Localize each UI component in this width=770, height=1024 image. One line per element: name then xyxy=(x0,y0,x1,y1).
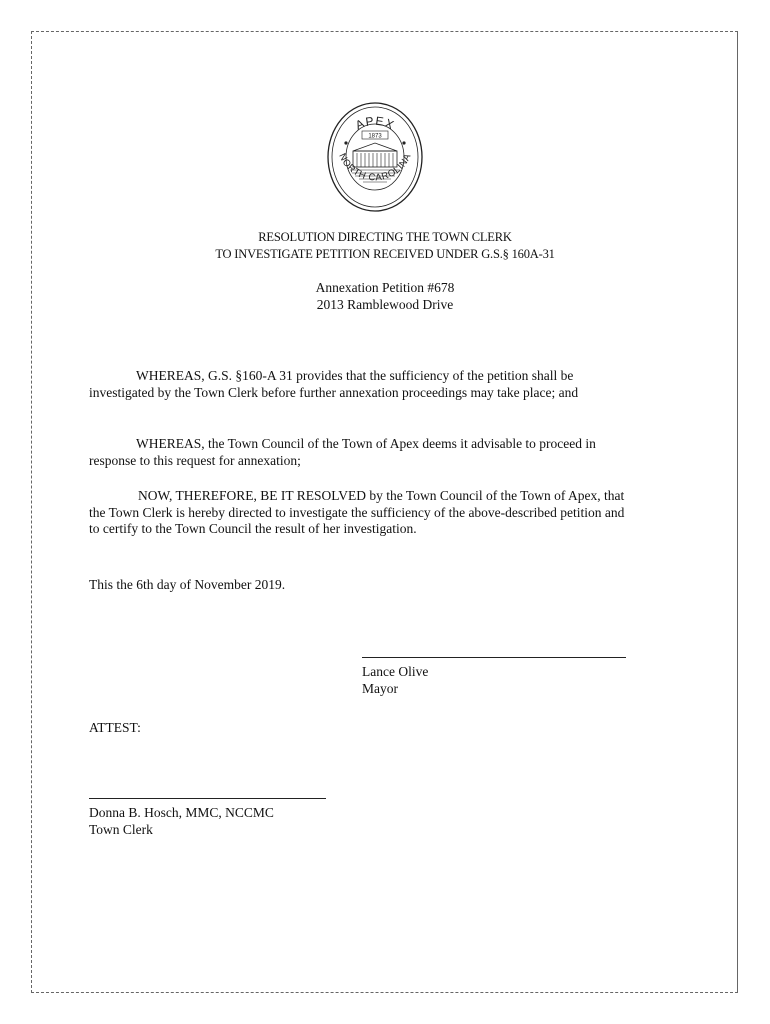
town-seal-logo xyxy=(326,101,424,213)
mayor-signature-line xyxy=(362,657,626,658)
petition-address: 2013 Ramblewood Drive xyxy=(316,297,454,312)
seal-bottom-text: NORTH CAROLINA xyxy=(336,151,414,184)
whereas-paragraph-1: WHEREAS, G.S. §160-A 31 provides that the sufficiency of the petition shall be investigated by the Town Clerk before further annexation proceedings may take place; and xyxy=(89,368,579,400)
svg-text:APEX xyxy=(353,114,396,133)
attest-label: ATTEST: xyxy=(89,720,141,735)
petition-number: Annexation Petition #678 xyxy=(315,280,455,295)
resolution-title-line2: TO INVESTIGATE PETITION RECEIVED UNDER G.S.§ 160A-31 xyxy=(215,247,555,261)
seal-year: 1873 xyxy=(368,133,382,140)
clerk-signature-line xyxy=(89,798,326,799)
whereas-paragraph-2: WHEREAS, the Town Council of the Town of Apex deems it advisable to proceed in response to this request for annexation; xyxy=(89,436,596,468)
resolved-paragraph: NOW, THEREFORE, BE IT RESOLVED by the Town Council of the Town of Apex, that the Town Clerk is hereby directed to investigate the sufficiency of the above-described petition and to certify to the Town Council the result of her investigation. xyxy=(89,488,625,536)
mayor-title: Mayor xyxy=(362,681,398,696)
resolution-title-line1: RESOLUTION DIRECTING THE TOWN CLERK xyxy=(258,230,512,244)
date-line: This the 6th day of November 2019. xyxy=(89,577,286,592)
seal-top-text: APEX xyxy=(353,113,397,133)
clerk-title: Town Clerk xyxy=(89,822,153,837)
clerk-name: Donna B. Hosch, MMC, NCCMC xyxy=(89,805,274,820)
mayor-name: Lance Olive xyxy=(362,664,429,679)
